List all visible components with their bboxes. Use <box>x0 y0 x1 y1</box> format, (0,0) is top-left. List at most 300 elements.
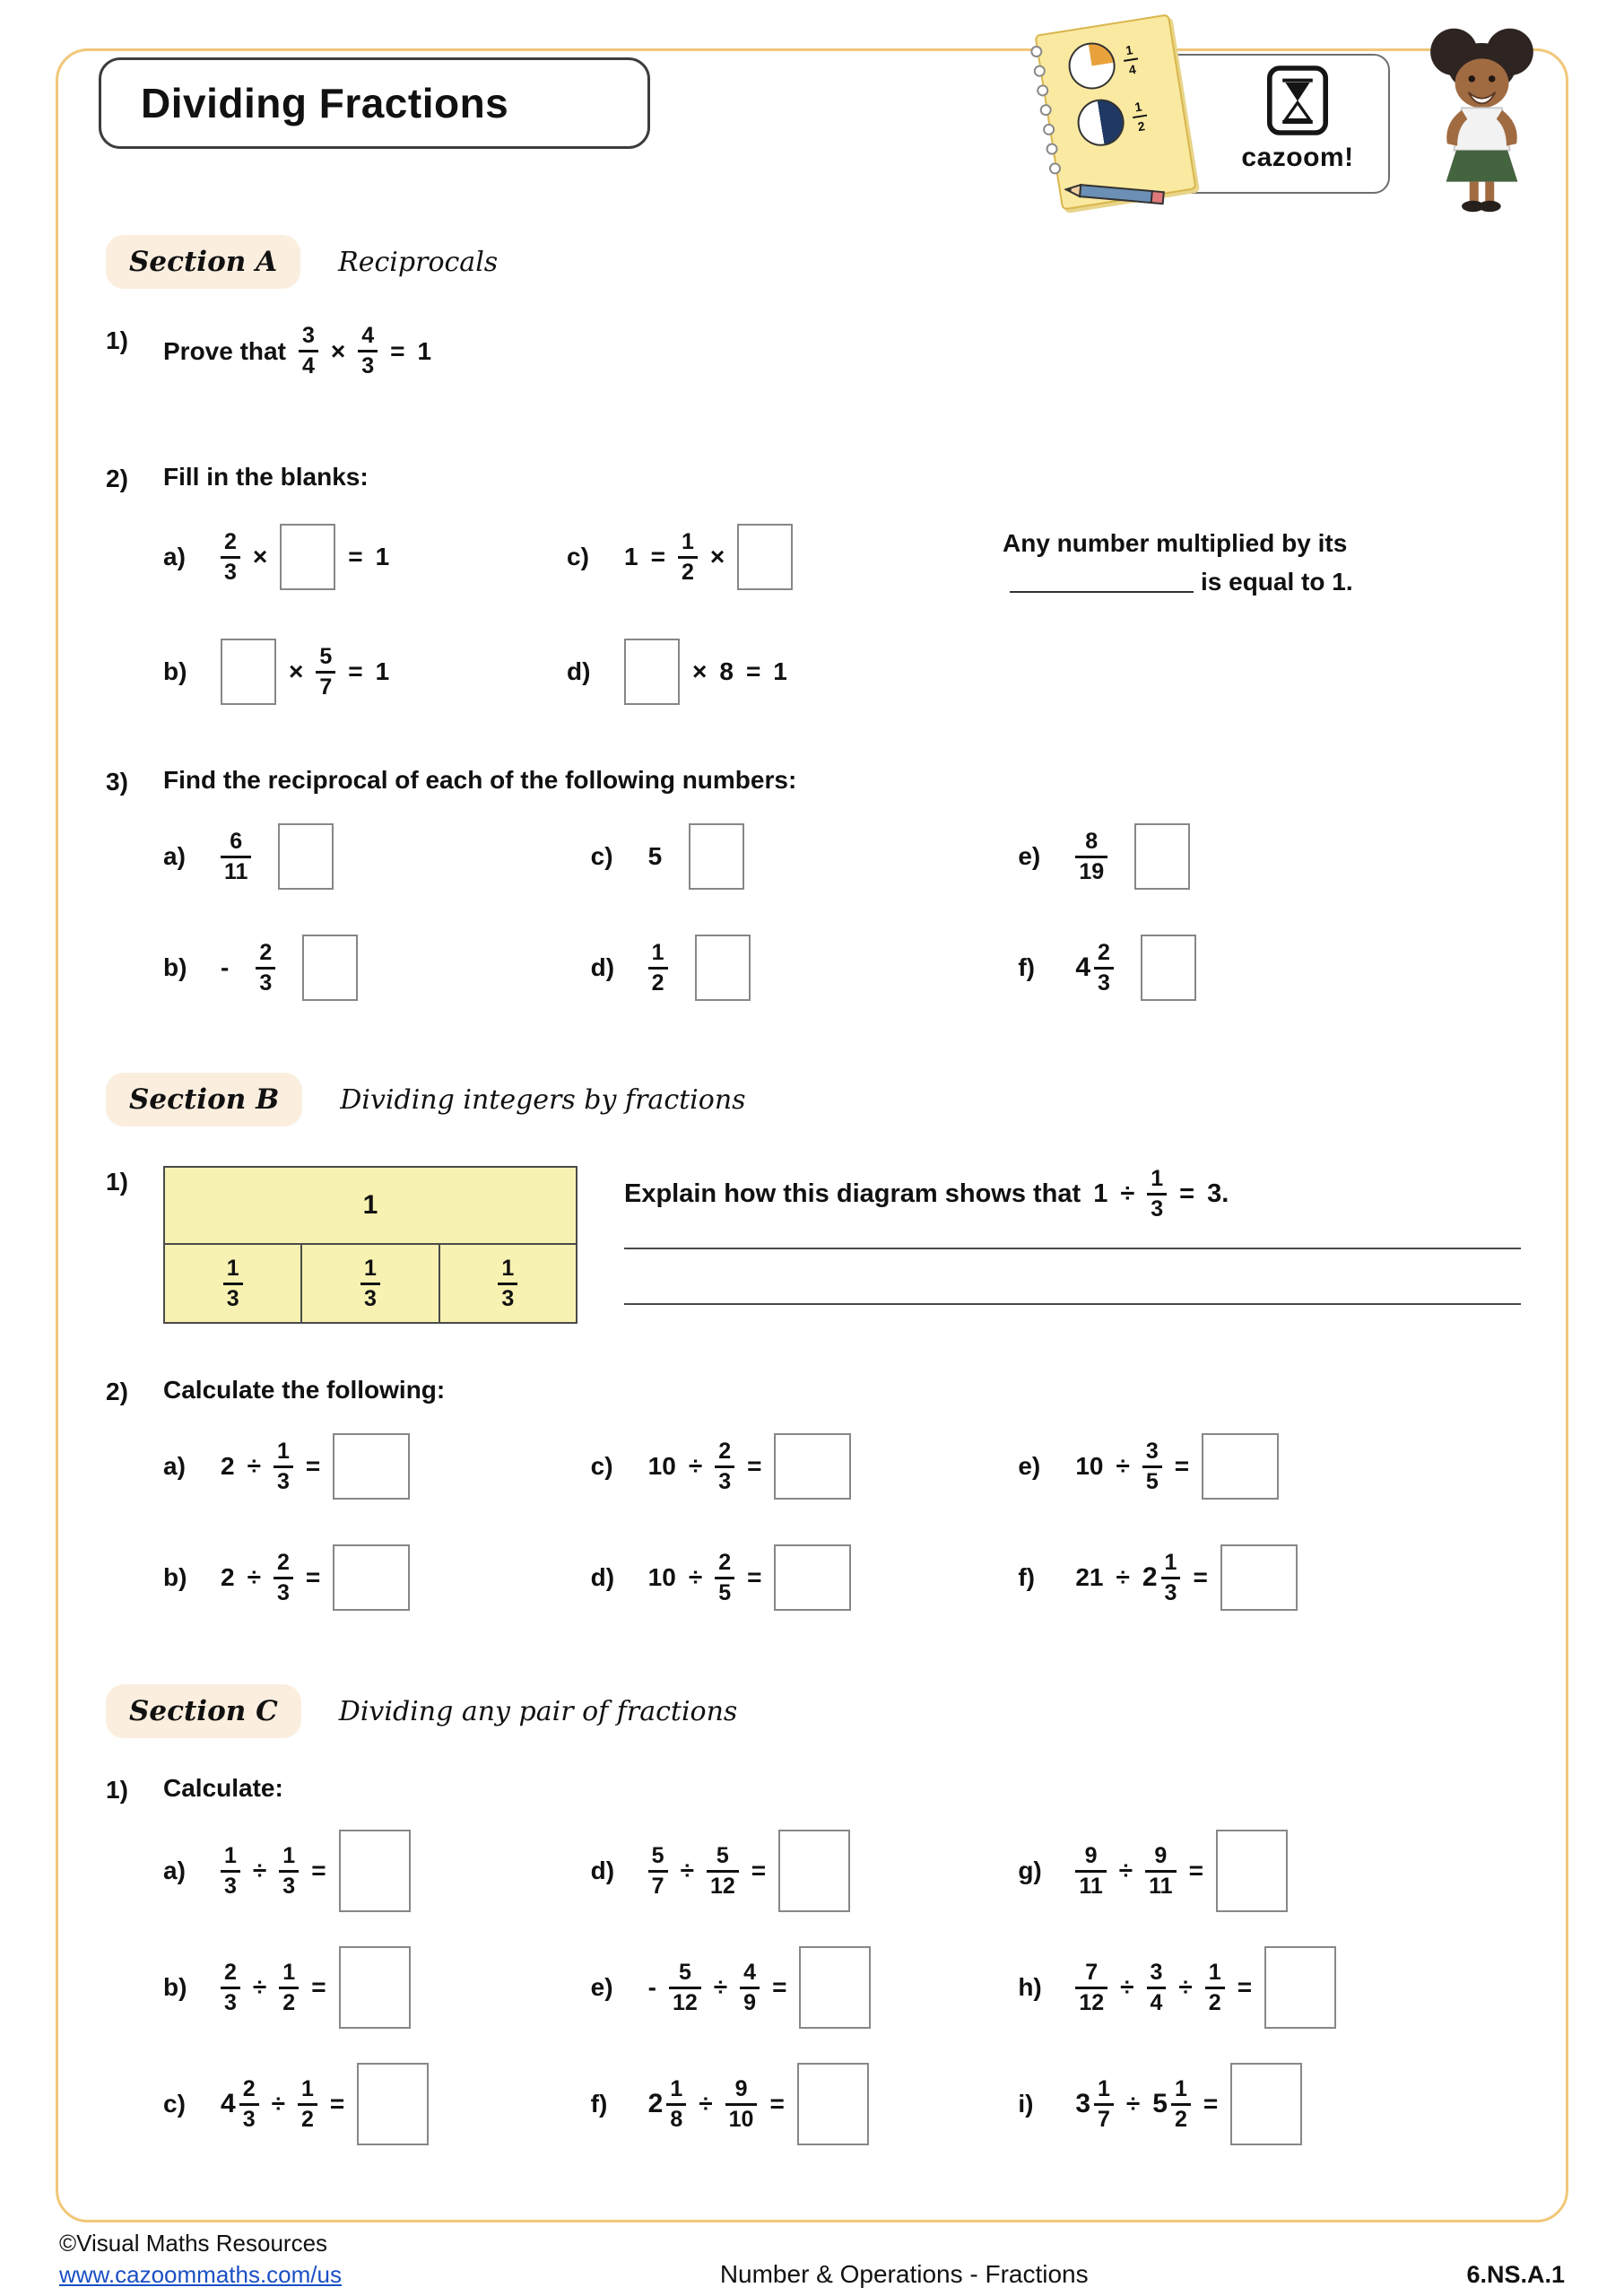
fraction-bar <box>279 1987 299 1989</box>
fraction-bar <box>1094 2103 1114 2106</box>
item-label: f) <box>590 2090 608 2118</box>
expression-text: 10 <box>647 1452 676 1480</box>
numerator: 9 <box>734 2075 748 2101</box>
fraction-bar <box>221 1870 240 1873</box>
answer-box[interactable] <box>333 1433 410 1500</box>
numerator: 4 <box>743 1959 757 1985</box>
fraction <box>669 1961 701 2014</box>
item-label: e) <box>590 1973 613 2001</box>
expression-text: = <box>348 657 363 685</box>
expression-text: = <box>390 336 405 365</box>
numerator: 6 <box>230 828 243 854</box>
denominator: 3 <box>718 1468 732 1494</box>
answer-box[interactable] <box>797 2063 869 2145</box>
denominator: 5 <box>1145 1468 1159 1494</box>
copyright-text: ©Visual Maths Resources <box>59 2229 328 2257</box>
problem-item <box>1018 1544 1446 1611</box>
item-label: g) <box>1018 1857 1042 1884</box>
fraction-bar <box>256 967 275 970</box>
expression-text: = <box>769 2090 785 2118</box>
fraction <box>1075 1842 1106 1899</box>
expression-text: ÷ <box>1118 1857 1133 1884</box>
expression-text: ÷ <box>1116 1563 1130 1591</box>
denominator: 3 <box>242 2106 256 2132</box>
denominator: 3 <box>224 559 237 585</box>
denominator: 9 <box>743 1989 757 2015</box>
fraction-bar <box>274 1577 293 1579</box>
question-number: 2) <box>106 1378 128 1405</box>
expression-text: × <box>252 543 268 570</box>
numerator: 4 <box>361 323 375 348</box>
expression-text: × <box>330 336 346 365</box>
denominator: 3 <box>1098 970 1110 996</box>
section-c-header <box>106 1684 1521 1738</box>
fill-blank[interactable] <box>1010 571 1194 593</box>
fraction <box>239 2075 259 2132</box>
answer-box[interactable] <box>1230 2063 1302 2145</box>
fraction <box>1147 1168 1167 1221</box>
problem-item <box>163 639 567 705</box>
question-prompt: Calculate the following: <box>163 1376 446 1404</box>
item-label: d) <box>567 657 591 685</box>
expression <box>1075 1433 1279 1500</box>
fraction <box>740 1961 760 2014</box>
answer-line[interactable] <box>624 1303 1521 1305</box>
fraction <box>279 1842 299 1899</box>
item-label: c) <box>590 842 613 870</box>
fraction-bar <box>221 856 251 858</box>
answer-box[interactable] <box>339 1830 411 1912</box>
denominator: 12 <box>672 1989 698 2015</box>
expression <box>1075 2063 1302 2145</box>
expression <box>624 524 793 590</box>
item-label: a) <box>163 543 186 570</box>
numerator: 1 <box>1133 99 1143 115</box>
problem-item <box>163 1544 591 1611</box>
expression-text: = <box>305 1563 321 1591</box>
mixed-number <box>1075 939 1114 996</box>
worksheet-content <box>106 235 1521 2145</box>
whole-number: 2 <box>1142 1562 1158 1592</box>
expression-text: ÷ <box>1178 1973 1193 2001</box>
numerator: 5 <box>716 1842 729 1868</box>
section-a-subtitle: Reciprocals <box>338 246 499 278</box>
fraction <box>360 1257 380 1310</box>
fraction-bar <box>358 350 378 352</box>
expression-text: = <box>1193 1563 1208 1591</box>
mixed-number <box>1142 1549 1181 1605</box>
denominator: 3 <box>276 1579 290 1605</box>
expression-text: × <box>709 543 725 570</box>
problem-item <box>591 1946 1019 2029</box>
expression <box>163 325 431 378</box>
page-title: Dividing Fractions <box>141 80 509 126</box>
mixed-number <box>647 2075 687 2132</box>
fraction-bar <box>360 1283 380 1285</box>
item-label: a) <box>163 842 186 870</box>
fraction-bar <box>1147 1193 1167 1196</box>
expression-text: - <box>221 953 230 981</box>
cazoom-hourglass-icon <box>1265 65 1330 141</box>
numerator: 3 <box>301 323 315 348</box>
denominator: 3 <box>364 1285 377 1311</box>
fraction <box>725 2075 758 2132</box>
question-number: 3) <box>106 768 128 796</box>
answer-box[interactable] <box>1202 1433 1279 1500</box>
expression-text: ÷ <box>688 1563 703 1591</box>
cazoom-logo <box>1212 65 1383 173</box>
expression-text: 2 <box>221 1452 235 1480</box>
expression <box>221 639 389 705</box>
fraction <box>1145 1842 1176 1899</box>
question-b2 <box>106 1376 1521 1611</box>
item-label: e) <box>1018 842 1041 870</box>
fraction <box>298 2075 317 2132</box>
denominator: 11 <box>1079 1873 1103 1899</box>
answer-box[interactable] <box>333 1544 410 1611</box>
fraction <box>316 643 335 700</box>
diagram-third-cell <box>302 1245 439 1324</box>
mixed-number <box>1075 2075 1114 2132</box>
denominator: 3 <box>1151 1196 1164 1222</box>
question-prompt: Fill in the blanks: <box>163 463 369 491</box>
numerator: 9 <box>1084 1842 1098 1868</box>
fraction-bar <box>678 556 698 559</box>
expression <box>1075 1830 1288 1912</box>
numerator: 1 <box>364 1255 377 1281</box>
fraction <box>274 1549 293 1605</box>
answer-box[interactable] <box>357 2063 429 2145</box>
expression-text: ÷ <box>1120 1179 1135 1208</box>
whole-number: 3 <box>1075 2089 1091 2118</box>
fraction <box>1121 43 1140 77</box>
fraction-bar <box>648 967 668 970</box>
expression-text: = <box>1237 1973 1253 2001</box>
answer-box[interactable] <box>280 524 335 590</box>
denominator: 10 <box>728 2106 754 2132</box>
fraction <box>274 1440 293 1493</box>
problem-item <box>591 935 1019 1001</box>
section-b-subtitle: Dividing integers by fractions <box>340 1083 746 1116</box>
expression-text: = <box>1188 1857 1203 1884</box>
expression-text: = <box>1179 1179 1195 1208</box>
numerator: 1 <box>226 1255 239 1281</box>
expression-text: 8 <box>719 657 734 685</box>
answer-box[interactable] <box>774 1544 851 1611</box>
denominator: 3 <box>361 353 375 378</box>
item-label: c) <box>163 2090 186 2118</box>
problem-item <box>163 2063 591 2145</box>
denominator: 8 <box>670 2106 683 2132</box>
fraction-bar <box>221 1987 240 1989</box>
expression-text: = <box>348 543 363 570</box>
expression-text: 1 <box>624 543 638 570</box>
problem-item <box>591 1830 1019 1912</box>
page-footer <box>59 2228 1565 2291</box>
fraction-bar <box>715 1577 734 1579</box>
fraction <box>221 1961 240 2014</box>
numerator: 3 <box>1150 1959 1163 1985</box>
problem-item <box>1018 935 1446 1001</box>
fraction-bar <box>274 1465 293 1468</box>
problem-item <box>163 1830 591 1912</box>
numerator: 2 <box>718 1549 732 1575</box>
numerator: 1 <box>300 2075 314 2101</box>
numerator: 1 <box>651 939 664 965</box>
expression <box>648 823 745 890</box>
expression-text: = <box>747 1452 762 1480</box>
expression-text: ÷ <box>1120 1973 1134 2001</box>
fraction <box>358 325 378 378</box>
expression <box>221 1946 411 2029</box>
fraction-bar <box>498 1283 517 1285</box>
answer-box[interactable] <box>1220 1544 1298 1611</box>
fraction-bar <box>1145 1870 1176 1873</box>
expression <box>221 823 334 890</box>
question-a2 <box>106 463 1521 705</box>
problem-item <box>1018 2063 1446 2145</box>
expression <box>1075 823 1190 890</box>
problem-item <box>591 823 1019 890</box>
expression-text: × <box>289 657 304 685</box>
fraction-bar <box>1075 1987 1107 1989</box>
numerator: 7 <box>1085 1959 1099 1985</box>
expression-text: ÷ <box>1125 2090 1141 2118</box>
problem-item <box>567 639 970 705</box>
fraction-bar <box>1147 1987 1167 1989</box>
half-pie-icon <box>1074 96 1127 149</box>
fraction <box>221 828 251 884</box>
expression-text: = <box>751 1857 767 1884</box>
question-number: 1) <box>106 1776 128 1804</box>
denominator: 5 <box>718 1579 732 1605</box>
fraction-bar <box>1075 1870 1106 1873</box>
section-c-subtitle: Dividing any pair of fractions <box>338 1695 738 1727</box>
fraction <box>223 1257 243 1310</box>
item-label: i) <box>1018 2090 1034 2118</box>
problem-item <box>567 524 970 590</box>
fraction <box>666 2075 686 2132</box>
numerator: 5 <box>678 1959 691 1985</box>
quarter-pie-icon <box>1065 39 1118 92</box>
problem-item <box>163 1433 591 1500</box>
fraction <box>1094 939 1114 996</box>
question-a3 <box>106 766 1521 1001</box>
fraction <box>1130 100 1149 134</box>
expression-text: ÷ <box>247 1563 261 1591</box>
numerator: 5 <box>319 643 333 669</box>
fraction-bar <box>648 1870 668 1873</box>
expression-text: = <box>747 1563 762 1591</box>
numerator: 2 <box>1098 939 1110 965</box>
section-a-header <box>106 235 1521 289</box>
question-b1 <box>106 1166 1521 1324</box>
problem-item <box>163 524 567 590</box>
expression <box>221 2063 429 2145</box>
answer-box[interactable] <box>339 1946 411 2029</box>
expression-text: ÷ <box>252 1857 267 1884</box>
notepad-illustration <box>1034 13 1196 210</box>
numerator: 1 <box>1174 2075 1187 2101</box>
expression-text: = <box>311 1857 326 1884</box>
denominator: 2 <box>681 559 694 585</box>
expression <box>648 2063 869 2145</box>
denominator: 3 <box>226 1285 239 1311</box>
problem-item <box>591 1433 1019 1500</box>
denominator: 12 <box>709 1873 735 1899</box>
expression <box>221 1433 410 1500</box>
answer-box[interactable] <box>221 639 276 705</box>
fraction <box>1205 1961 1225 2014</box>
whole-number: 4 <box>1075 952 1091 982</box>
fraction-bar <box>239 2103 259 2106</box>
item-label: d) <box>590 953 615 981</box>
expression-text: = <box>1203 2090 1219 2118</box>
note-text-after: is equal to 1. <box>1201 568 1353 596</box>
answer-line[interactable] <box>624 1248 1521 1249</box>
question-prompt: Find the reciprocal of each of the following numbers: <box>163 766 797 794</box>
answer-box[interactable] <box>689 823 744 890</box>
fraction <box>1075 828 1107 884</box>
answer-box[interactable] <box>774 1433 851 1500</box>
answer-box[interactable] <box>799 1946 871 2029</box>
answer-box[interactable] <box>737 524 793 590</box>
numerator: 2 <box>224 528 237 554</box>
fraction <box>256 939 275 996</box>
answer-box[interactable] <box>778 1830 850 1912</box>
expression-text: ÷ <box>680 1857 694 1884</box>
denominator: 19 <box>1079 858 1105 884</box>
numerator: 2 <box>224 1959 237 1985</box>
numerator: 1 <box>1208 1959 1221 1985</box>
numerator: 1 <box>670 2075 683 2101</box>
answer-box[interactable] <box>1141 935 1196 1001</box>
expression <box>624 639 787 705</box>
mixed-number <box>221 2075 259 2132</box>
expression-text: = <box>311 1973 326 2001</box>
expression-text: = <box>329 2090 345 2118</box>
denominator: 3 <box>224 1873 237 1899</box>
section-b-label: Section B <box>106 1073 302 1126</box>
item-label: a) <box>163 1452 186 1480</box>
answer-box[interactable] <box>624 639 680 705</box>
item-label: d) <box>590 1857 615 1884</box>
denominator: 3 <box>276 1468 290 1494</box>
cazoom-logo-text: cazoom! <box>1241 143 1354 172</box>
expression-text: ÷ <box>1116 1452 1130 1480</box>
denominator: 4 <box>301 353 315 378</box>
item-label: c) <box>590 1452 613 1480</box>
item-label: d) <box>590 1563 615 1591</box>
fraction-bar <box>740 1987 760 1989</box>
fraction <box>1075 1961 1107 2014</box>
expression <box>221 935 358 1001</box>
problem-item <box>163 1946 591 2029</box>
expression-text: Prove that <box>163 336 286 365</box>
numerator: 1 <box>1125 42 1134 58</box>
fraction-bar-diagram <box>163 1166 578 1324</box>
expression-text: = <box>650 543 665 570</box>
answer-box[interactable] <box>278 823 334 890</box>
expression-text: = <box>772 1973 787 2001</box>
fraction <box>498 1257 517 1310</box>
denominator: 2 <box>651 970 664 996</box>
denominator: 2 <box>300 2106 314 2132</box>
expression <box>648 1946 872 2029</box>
fraction <box>221 528 240 585</box>
expression-text: = <box>1174 1452 1190 1480</box>
expression <box>1075 935 1196 1001</box>
answer-box[interactable] <box>1264 1946 1336 2029</box>
problem-item <box>163 935 591 1001</box>
denominator: 3 <box>282 1873 296 1899</box>
expression-text: ÷ <box>713 1973 728 2001</box>
item-label: b) <box>163 1973 187 2001</box>
fraction-bar <box>1094 967 1114 970</box>
fraction-bar <box>1075 856 1107 858</box>
expression-text: 2 <box>221 1563 235 1591</box>
denominator: 4 <box>1150 1989 1163 2015</box>
fraction <box>715 1549 734 1605</box>
fraction-bar <box>1161 1577 1181 1579</box>
expression-text: ÷ <box>688 1452 703 1480</box>
numerator: 8 <box>1085 828 1099 854</box>
fraction <box>221 1842 240 1899</box>
fraction-bar <box>707 1870 739 1873</box>
fraction-bar <box>1142 1465 1162 1468</box>
numerator: 3 <box>1145 1438 1159 1464</box>
fraction-bar <box>666 2103 686 2106</box>
item-label: f) <box>1018 1563 1035 1591</box>
problem-item <box>163 823 591 890</box>
denominator: 3 <box>1164 1579 1177 1605</box>
problem-item <box>591 1544 1019 1611</box>
denominator: 7 <box>651 1873 664 1899</box>
note-text-before: Any number multiplied by its <box>1003 529 1348 557</box>
answer-box[interactable] <box>1134 823 1190 890</box>
numerator: 2 <box>242 2075 256 2101</box>
numerator: 1 <box>282 1959 296 1985</box>
item-label: b) <box>163 657 187 685</box>
expression-text: 1 <box>417 336 432 365</box>
website-link[interactable]: www.cazoommaths.com/us <box>59 2260 342 2288</box>
whole-number: 5 <box>1152 2089 1168 2118</box>
fraction-bar <box>223 1283 243 1285</box>
expression-text: ÷ <box>271 2090 285 2118</box>
numerator: 1 <box>501 1255 515 1281</box>
numerator: 9 <box>1154 1842 1168 1868</box>
fraction <box>279 1961 299 2014</box>
denominator: 3 <box>224 1989 237 2015</box>
item-label: b) <box>163 953 187 981</box>
numerator: 1 <box>1164 1549 1177 1575</box>
half-fraction <box>1130 100 1149 134</box>
answer-box[interactable] <box>695 935 751 1001</box>
item-label: c) <box>567 543 589 570</box>
expression-text: ÷ <box>247 1452 261 1480</box>
question-prompt: Calculate: <box>163 1774 283 1802</box>
fraction <box>678 528 698 585</box>
problem-item <box>1018 1830 1446 1912</box>
expression <box>648 1830 850 1912</box>
fraction-bar <box>299 350 318 352</box>
fraction-bar <box>1133 115 1147 118</box>
denominator: 2 <box>282 1989 296 2015</box>
answer-box[interactable] <box>1216 1830 1288 1912</box>
problem-item <box>591 2063 1019 2145</box>
fraction-bar <box>316 671 335 674</box>
answer-box[interactable] <box>302 935 358 1001</box>
